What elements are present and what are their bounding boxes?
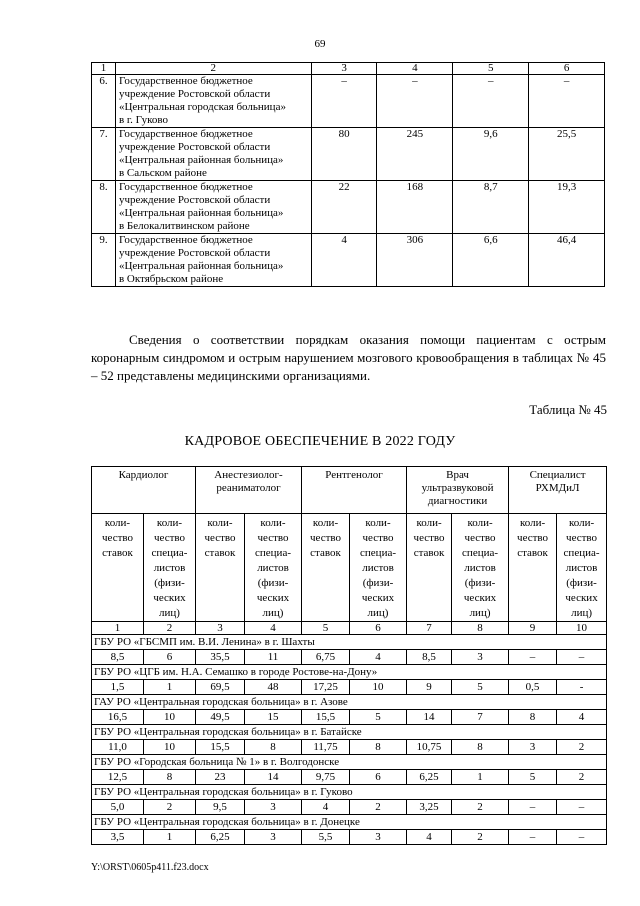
value-cell: 6,6 [453, 234, 529, 287]
text-line: чество [517, 532, 549, 544]
column-index-cell: 7 [407, 622, 452, 635]
organization-name [115, 181, 311, 234]
text-line: учреждение Ростовской области [118, 247, 271, 259]
text-line: ультразвуковой [421, 482, 494, 494]
value-cell: 9 [407, 680, 452, 695]
text-line: листов [257, 562, 289, 574]
table-row [92, 181, 605, 234]
text-line: коли- [467, 517, 493, 529]
value-cell: 4 [302, 800, 350, 815]
text-line: ческих [153, 592, 186, 604]
rates-count-header [407, 514, 452, 622]
text-line: диагностики [427, 495, 488, 507]
specialty-header [196, 467, 302, 514]
text-line: (физи- [362, 577, 394, 589]
value-cell: 10 [350, 680, 407, 695]
text-line: Врач [446, 469, 469, 481]
text-line: чество [413, 532, 445, 544]
column-index-cell: 3 [311, 63, 377, 75]
hospital-name: ГБУ РО «ЦГБ им. Н.А. Семашко в городе Ростове-на-Дону» [92, 665, 607, 680]
value-cell: 3 [509, 740, 557, 755]
hospital-values-row [92, 830, 607, 845]
text-line: лиц) [571, 607, 593, 619]
value-cell: 4 [311, 234, 377, 287]
text-line: лиц) [469, 607, 491, 619]
text-line: «Центральная районная больница» [118, 260, 284, 272]
value-cell: 1 [144, 680, 196, 695]
value-cell: 69,5 [196, 680, 245, 695]
value-cell: 3 [350, 830, 407, 845]
text-line: Рентгенолог [325, 469, 383, 481]
text-line: Специалист [529, 469, 586, 481]
column-index-cell: 5 [302, 622, 350, 635]
rates-count-header [302, 514, 350, 622]
value-cell: 2 [557, 770, 607, 785]
text-line: чество [362, 532, 394, 544]
value-cell: 8,5 [92, 650, 144, 665]
staffing-table [91, 466, 607, 845]
hospital-values-row [92, 650, 607, 665]
text-line: коли- [312, 517, 339, 529]
value-cell: 12,5 [92, 770, 144, 785]
column-index-cell: 6 [529, 63, 605, 75]
specialists-count-header [144, 514, 196, 622]
specialty-header [302, 467, 407, 514]
value-cell: 5 [509, 770, 557, 785]
text-line: «Центральная районная больница» [118, 154, 284, 166]
text-line: Кардиолог [118, 469, 169, 481]
text-line: чество [310, 532, 342, 544]
value-cell: 3 [245, 830, 302, 845]
value-cell: 2 [557, 740, 607, 755]
text-line: коли- [260, 517, 286, 529]
value-cell: 14 [245, 770, 302, 785]
value-cell: 8,5 [407, 650, 452, 665]
value-cell: 8 [509, 710, 557, 725]
table-label: Таблица № 45 [529, 402, 607, 417]
hospital-values-row [92, 800, 607, 815]
value-cell: 16,5 [92, 710, 144, 725]
column-index-cell: 9 [509, 622, 557, 635]
value-cell: 2 [350, 800, 407, 815]
text-line: чество [204, 532, 236, 544]
text-line: лиц) [159, 607, 180, 619]
value-cell: 8 [452, 740, 509, 755]
value-cell: – [557, 830, 607, 845]
text-line: учреждение Ростовской области [118, 88, 271, 100]
value-cell: 3 [452, 650, 509, 665]
value-cell: 15,5 [302, 710, 350, 725]
hospital-name: ГБУ РО «Городская больница № 1» в г. Волгодонске [92, 755, 607, 770]
row-number: 7. [92, 128, 116, 181]
text-line: Государственное бюджетное [118, 234, 253, 246]
value-cell: - [557, 680, 607, 695]
text-line: в Октябрьском районе [118, 273, 224, 285]
text-line: ческих [565, 592, 598, 604]
text-line: учреждение Ростовской области [118, 141, 271, 153]
text-line: в Сальском районе [118, 167, 207, 179]
value-cell: – [509, 800, 557, 815]
column-index-cell: 4 [377, 63, 453, 75]
value-cell: 8 [350, 740, 407, 755]
value-cell: – [453, 75, 529, 128]
hospital-values-row [92, 740, 607, 755]
text-line: лиц) [262, 607, 284, 619]
text-line: коли- [156, 517, 183, 529]
text-line: чество [566, 532, 598, 544]
value-cell: 4 [350, 650, 407, 665]
text-line: «Центральная городская больница» [118, 101, 286, 113]
value-cell: 6,75 [302, 650, 350, 665]
hospital-name: ГБУ РО «ГБСМП им. В.И. Ленина» в г. Шахты [92, 635, 607, 650]
rates-count-header [509, 514, 557, 622]
column-index-cell: 1 [92, 63, 116, 75]
value-cell: – [377, 75, 453, 128]
hospital-name-row [92, 815, 607, 830]
text-line: учреждение Ростовской области [118, 194, 271, 206]
value-cell: 5,0 [92, 800, 144, 815]
text-line: специа- [360, 547, 397, 559]
value-cell: 10,75 [407, 740, 452, 755]
column-index-cell: 5 [453, 63, 529, 75]
text-line: ческих [361, 592, 395, 604]
value-cell: 35,5 [196, 650, 245, 665]
hospital-name-row [92, 725, 607, 740]
text-line: специа- [255, 547, 291, 559]
index-row [92, 622, 607, 635]
value-cell: 4 [557, 710, 607, 725]
value-cell: 5 [350, 710, 407, 725]
text-line: коли- [519, 517, 546, 529]
text-line: ставок [204, 547, 236, 559]
hospital-name-row [92, 755, 607, 770]
text-line: Государственное бюджетное [118, 181, 253, 193]
text-line: чество [102, 532, 133, 544]
value-cell: 10 [144, 710, 196, 725]
value-cell: 15,5 [196, 740, 245, 755]
value-cell: 11,75 [302, 740, 350, 755]
text-line: в г. Гуково [118, 114, 169, 126]
hospital-name: ГБУ РО «Центральная городская больница» в г. Донецке [92, 815, 607, 830]
column-index-cell: 1 [92, 622, 144, 635]
text-line: (физи- [464, 577, 496, 589]
column-index-cell: 3 [196, 622, 245, 635]
table-title: КАДРОВОЕ ОБЕСПЕЧЕНИЕ В 2022 ГОДУ [184, 434, 456, 449]
text-line: реаниматолог [216, 482, 281, 494]
value-cell: 9,75 [302, 770, 350, 785]
column-index-cell: 6 [350, 622, 407, 635]
value-cell: 2 [144, 800, 196, 815]
specialists-count-header [452, 514, 509, 622]
text-line: ставок [310, 547, 341, 559]
value-cell: – [557, 800, 607, 815]
specialty-header [407, 467, 509, 514]
value-cell: 8,7 [453, 181, 529, 234]
value-cell: 9,6 [453, 128, 529, 181]
text-line: Государственное бюджетное [118, 75, 253, 87]
table-row [92, 75, 605, 128]
value-cell: 46,4 [529, 234, 605, 287]
hospital-name-row [92, 785, 607, 800]
column-index-cell: 10 [557, 622, 607, 635]
text-line: Государственное бюджетное [118, 128, 253, 140]
hospital-name: ГБУ РО «Центральная городская больница» в г. Гуково [92, 785, 607, 800]
value-cell: 306 [377, 234, 453, 287]
value-cell: 8 [245, 740, 302, 755]
text-line: лиц) [367, 607, 389, 619]
value-cell: 9,5 [196, 800, 245, 815]
organization-name [115, 234, 311, 287]
value-cell: 11 [245, 650, 302, 665]
value-cell: 3,5 [92, 830, 144, 845]
hospital-values-row [92, 710, 607, 725]
value-cell: 2 [452, 830, 509, 845]
value-cell: – [509, 650, 557, 665]
text-line: листов [153, 562, 186, 574]
organization-name [115, 128, 311, 181]
row-number: 6. [92, 75, 116, 128]
text-line: коли- [365, 517, 391, 529]
hospital-name: ГАУ РО «Центральная городская больница» в г. Азове [92, 695, 607, 710]
hospital-name-row [92, 695, 607, 710]
specialists-count-header [245, 514, 302, 622]
text-line: ческих [256, 592, 290, 604]
organization-name [115, 75, 311, 128]
specialists-count-header [350, 514, 407, 622]
column-index-cell: 2 [115, 63, 311, 75]
rates-count-header [196, 514, 245, 622]
rates-count-header [92, 514, 144, 622]
value-cell: 19,3 [529, 181, 605, 234]
group-header-row [92, 467, 607, 514]
value-cell: 49,5 [196, 710, 245, 725]
value-cell: – [311, 75, 377, 128]
text-line: ставок [413, 547, 445, 559]
table-row [92, 234, 605, 287]
row-number: 9. [92, 234, 116, 287]
text-line: ставок [517, 547, 548, 559]
text-line: чество [464, 532, 496, 544]
value-cell: 25,5 [529, 128, 605, 181]
value-cell: 1,5 [92, 680, 144, 695]
value-cell: 17,25 [302, 680, 350, 695]
value-cell: 15 [245, 710, 302, 725]
text-line: специа- [462, 547, 499, 559]
value-cell: 6 [350, 770, 407, 785]
text-line: Анестезиолог- [214, 469, 283, 481]
text-line: ческих [463, 592, 497, 604]
value-cell: 4 [407, 830, 452, 845]
value-cell: 48 [245, 680, 302, 695]
row-number: 8. [92, 181, 116, 234]
value-cell: – [529, 75, 605, 128]
text-line: коли- [104, 517, 131, 529]
text-line: РХМДиЛ [535, 482, 580, 494]
value-cell: 168 [377, 181, 453, 234]
hospital-values-row [92, 770, 607, 785]
value-cell: 0,5 [509, 680, 557, 695]
column-index-cell: 2 [144, 622, 196, 635]
text-line: (физи- [566, 577, 597, 589]
value-cell: 7 [452, 710, 509, 725]
text-line: листов [464, 562, 496, 574]
value-cell: 3,25 [407, 800, 452, 815]
facilities-table [91, 62, 605, 287]
text-line: коли- [568, 517, 595, 529]
value-cell: 22 [311, 181, 377, 234]
subheader-row [92, 514, 607, 622]
value-cell: 14 [407, 710, 452, 725]
text-line: специа- [151, 547, 188, 559]
value-cell: 6,25 [407, 770, 452, 785]
value-cell: 3 [245, 800, 302, 815]
value-cell: 10 [144, 740, 196, 755]
text-line: (физи- [257, 577, 289, 589]
text-line: «Центральная районная больница» [118, 207, 284, 219]
value-cell: 23 [196, 770, 245, 785]
value-cell: 1 [452, 770, 509, 785]
file-path-footer: Y:\ORST\0605p411.f23.docx [91, 862, 209, 873]
text-line: листов [362, 562, 394, 574]
header-row [92, 63, 605, 75]
value-cell: 245 [377, 128, 453, 181]
value-cell: 11,0 [92, 740, 144, 755]
text-line: ставок [102, 547, 133, 559]
specialists-count-header [557, 514, 607, 622]
hospital-name-row [92, 665, 607, 680]
hospital-name-row [92, 635, 607, 650]
text-line: специа- [563, 547, 600, 559]
value-cell: 5,5 [302, 830, 350, 845]
value-cell: 6,25 [196, 830, 245, 845]
table-row [92, 128, 605, 181]
value-cell: 80 [311, 128, 377, 181]
hospital-values-row [92, 680, 607, 695]
text-line: коли- [416, 517, 442, 529]
value-cell: 5 [452, 680, 509, 695]
hospital-name: ГБУ РО «Центральная городская больница» в г. Батайске [92, 725, 607, 740]
value-cell: – [509, 830, 557, 845]
info-paragraph: Сведения о соответствии порядкам оказания помощи пациентам с острым коронарным синдромом и острым нарушением мозгового кровообращения в таблицах № 45 – 52 представлены медицинскими организациями. [91, 332, 606, 383]
column-index-cell: 4 [245, 622, 302, 635]
value-cell: 6 [144, 650, 196, 665]
value-cell: 8 [144, 770, 196, 785]
text-line: чество [257, 532, 289, 544]
value-cell: 2 [452, 800, 509, 815]
page-number: 69 [314, 38, 326, 50]
value-cell: 1 [144, 830, 196, 845]
value-cell: – [557, 650, 607, 665]
text-line: в Белокалитвинском районе [118, 220, 250, 232]
text-line: коли- [207, 517, 233, 529]
text-line: (физи- [154, 577, 185, 589]
text-line: листов [565, 562, 598, 574]
specialty-header [92, 467, 196, 514]
text-line: чество [154, 532, 185, 544]
specialty-header [509, 467, 607, 514]
column-index-cell: 8 [452, 622, 509, 635]
